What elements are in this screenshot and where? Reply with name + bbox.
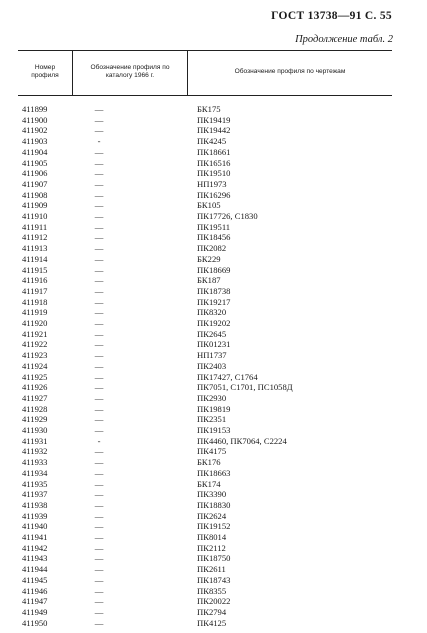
profile-number: 411924 [22, 360, 48, 371]
drawing-designation: ПК8014 [197, 532, 227, 542]
catalog-designation: — [94, 574, 104, 585]
table-row [0, 307, 427, 318]
drawing-designation: БК187 [197, 275, 221, 286]
drawing-designation: ПК4245 [197, 136, 227, 147]
drawing-designation: ПК2351 [197, 414, 227, 425]
profile-number: 411899 [22, 104, 48, 114]
drawing-designation: ПК19152 [197, 521, 231, 532]
profile-number: 411923 [22, 350, 48, 361]
column-header-catalog-line1: Обозначение профиля по [90, 64, 170, 71]
column-header-number-line2: профиля [31, 72, 59, 79]
catalog-designation: — [94, 617, 104, 628]
table-row [0, 211, 427, 222]
table-row [0, 339, 427, 350]
catalog-designation: — [94, 243, 104, 254]
table-row [0, 618, 427, 629]
table-row [0, 596, 427, 607]
table-row [0, 136, 427, 147]
profile-number: 411902 [22, 125, 48, 136]
drawing-designation: ПК4460, ПК7064, С2224 [197, 435, 287, 446]
table-row [0, 200, 427, 211]
catalog-designation: — [94, 457, 104, 468]
table-row [0, 446, 427, 457]
table-row [0, 607, 427, 618]
profile-number: 411904 [22, 146, 48, 157]
drawing-designation: ПК2082 [197, 243, 227, 254]
column-header-drawings-text: Обозначение профиля по чертежам [234, 68, 346, 75]
table-row [0, 361, 427, 372]
table-row [0, 393, 427, 404]
catalog-designation: — [94, 189, 104, 200]
catalog-designation: — [94, 371, 104, 382]
catalog-designation: — [94, 596, 104, 607]
drawing-designation: ПК2930 [197, 392, 227, 403]
drawing-designation: ПК18830 [197, 499, 231, 510]
table-row [0, 168, 427, 179]
profile-number: 411934 [22, 467, 48, 478]
table-row [0, 457, 427, 468]
catalog-designation: — [94, 146, 104, 157]
catalog-designation: — [94, 318, 104, 328]
profile-number: 411906 [22, 168, 48, 179]
catalog-designation: — [94, 446, 104, 457]
table-row [0, 190, 427, 201]
profile-number: 411900 [22, 114, 48, 125]
catalog-designation: — [94, 253, 104, 264]
catalog-designation: — [94, 350, 104, 361]
table-row [0, 564, 427, 575]
profile-number: 411928 [22, 403, 48, 414]
table-row [0, 318, 427, 329]
table-row [0, 543, 427, 554]
profile-number: 411908 [22, 189, 48, 200]
drawing-designation: ПК7051, С1701, ПС1058Д [197, 382, 293, 393]
table-top-rule [18, 50, 392, 51]
catalog-designation: — [94, 521, 104, 532]
drawing-designation: ПК19442 [197, 125, 231, 136]
catalog-designation: — [94, 532, 104, 542]
catalog-designation: - [97, 136, 101, 147]
catalog-designation: — [94, 114, 104, 125]
profile-number: 411945 [22, 574, 48, 585]
drawing-designation: ПК20022 [197, 596, 231, 607]
profile-number: 411937 [22, 489, 48, 500]
catalog-designation: — [94, 478, 104, 489]
catalog-designation: — [94, 264, 104, 275]
drawing-designation: ПК2794 [197, 606, 227, 617]
catalog-designation: — [94, 382, 104, 393]
table-row [0, 404, 427, 415]
table-row [0, 372, 427, 383]
drawing-designation: ПК4175 [197, 446, 227, 457]
table-row [0, 297, 427, 308]
profile-number: 411941 [22, 532, 48, 542]
drawing-designation: ПК2624 [197, 510, 227, 521]
page-header: ГОСТ 13738—91 С. 55 [271, 10, 392, 22]
table-row [0, 286, 427, 297]
column-header-number-line1: Номер [34, 64, 56, 71]
drawing-designation: ПК3390 [197, 489, 227, 500]
drawing-designation: ПК18743 [197, 574, 231, 585]
profile-number: 411949 [22, 606, 48, 617]
profile-number: 411921 [22, 328, 48, 339]
table-row [0, 489, 427, 500]
drawing-designation: ПК2645 [197, 328, 227, 339]
drawing-designation: ПК19511 [197, 221, 231, 232]
table-row [0, 479, 427, 490]
catalog-designation: — [94, 414, 104, 425]
table-row [0, 586, 427, 597]
catalog-designation: — [94, 360, 104, 371]
table-row [0, 232, 427, 243]
profile-number: 411912 [22, 232, 48, 243]
catalog-designation: — [94, 211, 104, 221]
drawing-designation: БК175 [197, 104, 221, 114]
drawing-designation: ПК18663 [197, 467, 231, 478]
table-row [0, 500, 427, 511]
drawing-designation: ПК17726, С1830 [197, 211, 258, 221]
drawing-designation: ПК18750 [197, 553, 231, 564]
profile-number: 411907 [22, 178, 48, 189]
catalog-designation: — [94, 339, 104, 350]
profile-number: 411940 [22, 521, 48, 532]
table-row [0, 179, 427, 190]
drawing-designation: ПК16516 [197, 157, 231, 168]
catalog-designation: — [94, 168, 104, 179]
profile-number: 411910 [22, 211, 48, 221]
drawing-designation: ПК19510 [197, 168, 231, 179]
profile-number: 411922 [22, 339, 48, 350]
profile-number: 411903 [22, 136, 48, 147]
catalog-designation: — [94, 585, 104, 596]
drawing-designation: ПК2112 [197, 542, 226, 553]
catalog-designation: — [94, 221, 104, 232]
profile-number: 411920 [22, 318, 48, 328]
drawing-designation: ПК8320 [197, 307, 227, 318]
table-continuation-caption: Продолжение табл. 2 [295, 34, 393, 45]
profile-number: 411935 [22, 478, 48, 489]
profile-number: 411929 [22, 414, 48, 425]
drawing-designation: БК174 [197, 478, 221, 489]
profile-number: 411938 [22, 499, 48, 510]
profile-number: 411926 [22, 382, 48, 393]
table-row [0, 329, 427, 340]
drawing-designation: ПК17427, С1764 [197, 371, 258, 382]
catalog-designation: — [94, 125, 104, 136]
column-header-catalog [73, 64, 187, 80]
catalog-designation: - [97, 435, 101, 446]
catalog-designation: — [94, 553, 104, 564]
table-row [0, 350, 427, 361]
profile-number: 411944 [22, 564, 48, 575]
column-header-number [18, 64, 72, 80]
catalog-designation: — [94, 200, 104, 211]
drawing-designation: ПК18456 [197, 232, 231, 243]
table-row [0, 382, 427, 393]
catalog-designation: — [94, 542, 104, 553]
drawing-designation: ПК19202 [197, 318, 231, 328]
table-row [0, 147, 427, 158]
drawing-designation: ПК19217 [197, 296, 231, 307]
catalog-designation: — [94, 606, 104, 617]
profile-number: 411947 [22, 596, 48, 607]
profile-number: 411950 [22, 617, 48, 628]
profile-number: 411931 [22, 435, 48, 446]
profile-number: 411946 [22, 585, 48, 596]
catalog-designation: — [94, 489, 104, 500]
catalog-designation: — [94, 157, 104, 168]
drawing-designation: БК229 [197, 253, 221, 264]
drawing-designation: БК105 [197, 200, 221, 211]
profile-number: 411919 [22, 307, 48, 318]
table-row [0, 511, 427, 522]
profile-number: 411905 [22, 157, 48, 168]
drawing-designation: ПК18669 [197, 264, 231, 275]
column-header-catalog-line2: каталогу 1966 г. [105, 72, 155, 79]
catalog-designation: — [94, 499, 104, 510]
table-row [0, 575, 427, 586]
drawing-designation: ПК4125 [197, 617, 227, 628]
table-row [0, 158, 427, 169]
drawing-designation: ПК8355 [197, 585, 227, 596]
profile-number: 411942 [22, 542, 48, 553]
drawing-designation: ПК19419 [197, 114, 231, 125]
profile-number: 411916 [22, 275, 48, 286]
profile-number: 411933 [22, 457, 48, 468]
profile-number: 411932 [22, 446, 48, 457]
profile-number: 411909 [22, 200, 48, 211]
catalog-designation: — [94, 232, 104, 243]
catalog-designation: — [94, 564, 104, 575]
table-row [0, 104, 427, 115]
drawing-designation: ПК18661 [197, 146, 231, 157]
table-row [0, 265, 427, 276]
catalog-designation: — [94, 104, 104, 114]
table-row [0, 222, 427, 233]
table-row [0, 115, 427, 126]
drawing-designation: НП1973 [197, 178, 227, 189]
drawing-designation: ПК01231 [197, 339, 231, 350]
table-row [0, 254, 427, 265]
profile-number: 411930 [22, 425, 48, 435]
drawing-designation: ПК2403 [197, 360, 227, 371]
profile-number: 411927 [22, 392, 48, 403]
table-row [0, 532, 427, 543]
drawing-designation: НП1737 [197, 350, 227, 361]
catalog-designation: — [94, 296, 104, 307]
table-row [0, 521, 427, 532]
profile-number: 411913 [22, 243, 48, 254]
catalog-designation: — [94, 328, 104, 339]
catalog-designation: — [94, 403, 104, 414]
profile-number: 411939 [22, 510, 48, 521]
table-row [0, 125, 427, 136]
profile-number: 411915 [22, 264, 48, 275]
drawing-designation: ПК16296 [197, 189, 231, 200]
table-row [0, 468, 427, 479]
table-row [0, 553, 427, 564]
catalog-designation: — [94, 285, 104, 296]
drawing-designation: ПК19819 [197, 403, 231, 414]
table-row [0, 414, 427, 425]
table-row [0, 436, 427, 447]
catalog-designation: — [94, 307, 104, 318]
table-header-bottom-rule [18, 95, 392, 96]
drawing-designation: ПК18738 [197, 285, 231, 296]
catalog-designation: — [94, 275, 104, 286]
table-row [0, 425, 427, 436]
profile-number: 411943 [22, 553, 48, 564]
drawing-designation: ПК19153 [197, 425, 231, 435]
catalog-designation: — [94, 178, 104, 189]
drawing-designation: ПК2611 [197, 564, 226, 575]
column-header-drawings [188, 68, 392, 76]
catalog-designation: — [94, 467, 104, 478]
catalog-designation: — [94, 392, 104, 403]
catalog-designation: — [94, 510, 104, 521]
profile-number: 411917 [22, 285, 48, 296]
profile-number: 411914 [22, 253, 48, 264]
profile-number: 411911 [22, 221, 48, 232]
drawing-designation: БК176 [197, 457, 221, 468]
profile-number: 411918 [22, 296, 48, 307]
catalog-designation: — [94, 425, 104, 435]
table-row [0, 243, 427, 254]
profile-number: 411925 [22, 371, 48, 382]
table-row [0, 275, 427, 286]
